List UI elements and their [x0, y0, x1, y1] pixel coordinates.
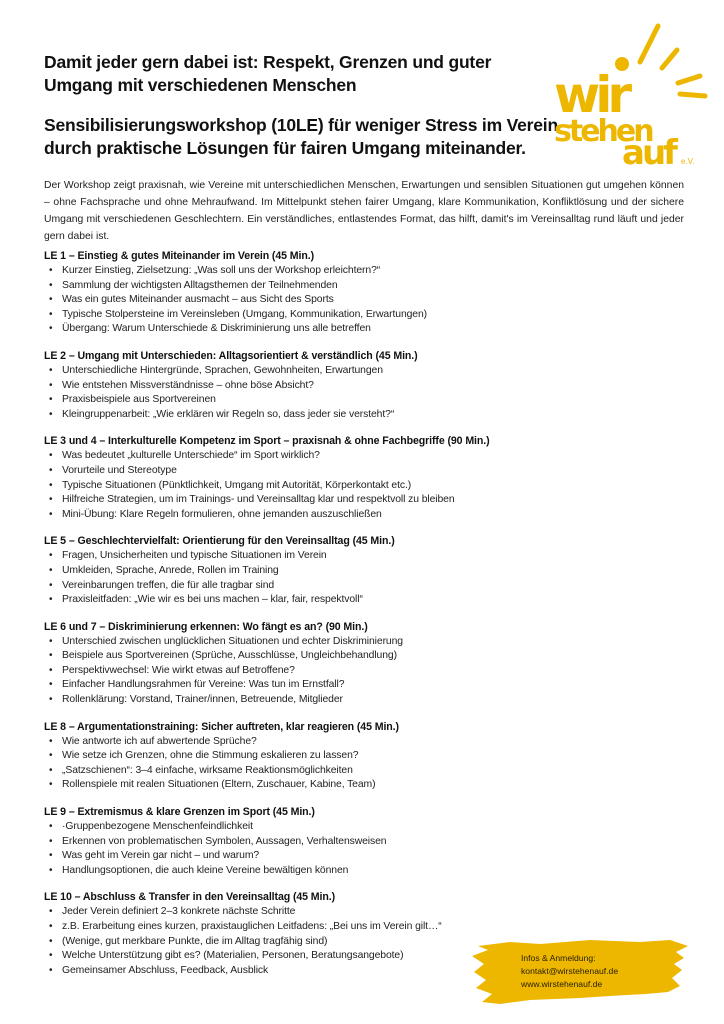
list-item [44, 593, 644, 608]
list-item-text: Wie setze ich Grenzen, ohne die Stimmung eskalieren zu lassen? [62, 750, 359, 762]
page-subtitle: Sensibilisierungsworkshop (10LE) für weniger Stress im Verein durch praktische Lösungen für fairen Umgang miteinander. [44, 115, 558, 158]
bullet-icon: • [49, 964, 53, 976]
list-item [44, 820, 644, 835]
section-title: LE 5 – Geschlechtervielfalt: Orientierung für den Vereinsalltag (45 Min.) [44, 535, 395, 548]
page-title: Damit jeder gern dabei ist: Respekt, Grenzen und guter Umgang mit verschiedenen Menschen [44, 52, 492, 95]
bullet-list [44, 635, 644, 708]
bullet-icon: • [49, 308, 53, 320]
list-item [44, 905, 644, 920]
list-item [44, 264, 644, 279]
bullet-icon: • [49, 779, 53, 791]
contact-email[interactable]: kontakt@wirstehenauf.de [521, 966, 619, 976]
intro-paragraph: Der Workshop zeigt praxisnah, wie Vereine mit unterschiedlichen Menschen, Erwartungen und sensiblen Situationen gut umgehen können – ohne Fachsprache und ohne Mehraufwand. Im Mittelpunkt stehen fairer Umgang, klare Kommunikation, Konfliktlösung und der sichere Umgang mit verschiedenen Geschlechtern. Ein verständliches, entlastendes Format, das hilft, damit's im Vereinsalltag rund läuft und jeder gern dabei ist. [44, 180, 684, 242]
list-item [44, 322, 644, 337]
bullet-icon: • [49, 950, 53, 962]
contact-box [521, 952, 618, 991]
list-item-text: Erkennen von problematischen Symbolen, Aussagen, Verhaltensweisen [62, 835, 387, 847]
list-item [44, 508, 644, 523]
section-title: LE 8 – Argumentationstraining: Sicher auftreten, klar reagieren (45 Min.) [44, 720, 399, 733]
list-item [44, 835, 644, 850]
list-item-text: Fragen, Unsicherheiten und typische Situationen im Verein [62, 550, 327, 562]
list-item [44, 678, 644, 693]
section-le [44, 620, 644, 708]
list-item [44, 379, 644, 394]
list-item-text: Praxisleitfaden: „Wie wir es bei uns machen – klar, fair, respektvoll“ [62, 594, 363, 606]
section-le [44, 720, 644, 793]
list-item [44, 493, 644, 508]
list-item [44, 649, 644, 664]
list-item [44, 293, 644, 308]
list-item-text: ·Gruppenbezogene Menschenfeindlichkeit [62, 821, 253, 833]
list-item-text: Übergang: Warum Unterschiede & Diskriminierung uns alle betreffen [62, 323, 371, 335]
list-item [44, 393, 644, 408]
bullet-icon: • [49, 579, 53, 591]
logo-auf: auf [622, 133, 675, 170]
bullet-icon: • [49, 735, 53, 747]
list-item-text: Beispiele aus Sportvereinen (Sprüche, Ausschlüsse, Ungleichbehandlung) [62, 650, 397, 662]
bullet-icon: • [49, 679, 53, 691]
list-item [44, 764, 644, 779]
list-item-text: (Wenige, gut merkbare Punkte, die im Alltag tragfähig sind) [62, 935, 328, 947]
list-item [44, 408, 644, 423]
bullet-icon: • [49, 764, 53, 776]
bullet-icon: • [49, 408, 53, 420]
list-item-text: „Satzschienen“: 3–4 einfache, wirksame Reaktionsmöglichkeiten [62, 764, 353, 776]
list-item-text: Sammlung der wichtigsten Alltagsthemen der Teilnehmenden [62, 279, 338, 291]
section-title: LE 10 – Abschluss & Transfer in den Vereinsalltag (45 Min.) [44, 891, 336, 904]
list-item-text: Typische Stolpersteine im Vereinsleben (Umgang, Kommunikation, Erwartungen) [62, 308, 428, 320]
section-title: LE 1 – Einstieg & gutes Miteinander im Verein (45 Min.) [44, 250, 314, 262]
list-item [44, 308, 644, 323]
list-item [44, 849, 644, 864]
sun-rays-logo-icon [640, 26, 705, 96]
bullet-icon: • [49, 835, 53, 847]
list-item-text: Unterschied zwischen unglücklichen Situationen und echter Diskriminierung [62, 635, 403, 647]
list-item-text: Kleingruppenarbeit: „Wie erklären wir Regeln so, dass jeder sie versteht?“ [62, 408, 395, 420]
bullet-icon: • [49, 364, 53, 376]
logo-stehen: stehen [554, 114, 652, 149]
list-item-text: Wie entstehen Missverständnisse – ohne böse Absicht? [62, 379, 314, 391]
list-item-text: Perspektivwechsel: Wie wirkt etwas auf Betroffene? [62, 664, 295, 676]
list-item-text: Wie antworte ich auf abwertende Sprüche? [62, 735, 257, 747]
bullet-icon: • [49, 864, 53, 876]
bullet-icon: • [49, 323, 53, 335]
bullet-icon: • [49, 694, 53, 706]
list-item-text: Kurzer Einstieg, Zielsetzung: „Was soll uns der Workshop erleichtern?“ [62, 265, 381, 276]
logo-wir: wir [554, 66, 627, 124]
list-item-text: Hilfreiche Strategien, um im Trainings- und Vereinsalltag klar und respektvoll zu bleiben [62, 494, 455, 506]
bullet-icon: • [49, 850, 53, 862]
list-item-text: Unterschiedliche Hintergründe, Sprachen, Gewohnheiten, Erwartungen [62, 364, 383, 376]
list-item-text: Typische Situationen (Pünktlichkeit, Umgang mit Autorität, Körperkontakt etc.) [62, 479, 412, 491]
bullet-icon: • [49, 821, 53, 833]
list-item [44, 549, 644, 564]
list-item-text: Jeder Verein definiert 2–3 konkrete nächste Schritte [62, 906, 296, 918]
bullet-list [44, 735, 644, 793]
list-item-text: Rollenklärung: Vorstand, Trainer/innen, Betreuende, Mitglieder [62, 694, 343, 706]
bullet-icon: • [49, 294, 53, 306]
bullet-list [44, 820, 644, 878]
bullet-icon: • [49, 635, 53, 647]
bullet-icon: • [49, 279, 53, 291]
section-le [44, 805, 644, 878]
bullet-icon: • [49, 564, 53, 576]
list-item-text: Was geht im Verein gar nicht – und warum? [62, 850, 260, 862]
list-item-text: z.B. Erarbeitung eines kurzen, praxistauglichen Leitfadens: „Bei uns im Verein gilt…“ [62, 921, 442, 932]
contact-label: Infos & Anmeldung: [521, 953, 596, 963]
bullet-icon: • [49, 550, 53, 562]
bullet-icon: • [49, 935, 53, 947]
list-item [44, 564, 644, 579]
bullet-list [44, 364, 644, 422]
bullet-icon: • [49, 479, 53, 491]
list-item [44, 364, 644, 379]
list-item-text: Gemeinsamer Abschluss, Feedback, Ausblick [62, 964, 269, 976]
bullet-icon: • [49, 450, 53, 462]
list-item [44, 749, 644, 764]
list-item [44, 635, 644, 650]
contact-website[interactable]: www.wirstehenauf.de [521, 979, 603, 989]
bullet-icon: • [49, 906, 53, 918]
list-item [44, 735, 644, 750]
workshop-sections [44, 249, 644, 990]
logo [540, 12, 724, 170]
list-item-text: Rollenspiele mit realen Situationen (Eltern, Zuschauer, Kabine, Team) [62, 779, 376, 791]
bullet-list [44, 549, 644, 607]
section-le [44, 434, 644, 522]
list-item-text: Mini-Übung: Klare Regeln formulieren, ohne jemanden auszuschließen [62, 508, 382, 520]
section-le [44, 534, 644, 607]
bullet-icon: • [49, 594, 53, 606]
section-le [44, 249, 644, 337]
list-item-text: Welche Unterstützung gibt es? (Materialien, Personen, Beratungsangebote) [62, 950, 404, 962]
section-title: LE 9 – Extremismus & klare Grenzen im Sport (45 Min.) [44, 806, 315, 819]
list-item-text: Handlungsoptionen, die auch kleine Vereine bewältigen können [62, 864, 349, 876]
list-item-text: Was bedeutet „kulturelle Unterschiede“ im Sport wirklich? [62, 450, 320, 462]
section-title: LE 3 und 4 – Interkulturelle Kompetenz im Sport – praxisnah & ohne Fachbegriffe (90 Min.) [44, 435, 490, 448]
bullet-icon: • [49, 921, 53, 932]
list-item [44, 579, 644, 594]
list-item [44, 279, 644, 294]
list-item-text: Umkleiden, Sprache, Anrede, Rollen im Training [62, 564, 279, 576]
bullet-list [44, 449, 644, 522]
bullet-icon: • [49, 750, 53, 762]
list-item [44, 778, 644, 793]
list-item-text: Was ein gutes Miteinander ausmacht – aus Sicht des Sports [62, 294, 334, 306]
bullet-icon: • [49, 265, 53, 276]
list-item [44, 449, 644, 464]
list-item [44, 664, 644, 679]
bullet-icon: • [49, 394, 53, 406]
logo-ev: e.V. [681, 157, 695, 166]
bullet-icon: • [49, 650, 53, 662]
section-le [44, 349, 644, 422]
bullet-icon: • [49, 508, 53, 520]
bullet-list [44, 264, 644, 337]
section-title: LE 6 und 7 – Diskriminierung erkennen: Wo fängt es an? (90 Min.) [44, 620, 368, 633]
bullet-icon: • [49, 379, 53, 391]
bullet-icon: • [49, 664, 53, 676]
list-item-text: Einfacher Handlungsrahmen für Vereine: Was tun im Ernstfall? [62, 679, 345, 691]
list-item [44, 464, 644, 479]
section-title: LE 2 – Umgang mit Unterschieden: Alltagsorientiert & verständlich (45 Min.) [44, 349, 418, 362]
list-item-text: Vereinbarungen treffen, die für alle tragbar sind [62, 579, 275, 591]
bullet-icon: • [49, 464, 53, 476]
list-item [44, 693, 644, 708]
list-item [44, 479, 644, 494]
list-item [44, 864, 644, 879]
list-item-text: Praxisbeispiele aus Sportvereinen [62, 394, 216, 406]
bullet-icon: • [49, 494, 53, 506]
list-item-text: Vorurteile und Stereotype [62, 464, 177, 476]
